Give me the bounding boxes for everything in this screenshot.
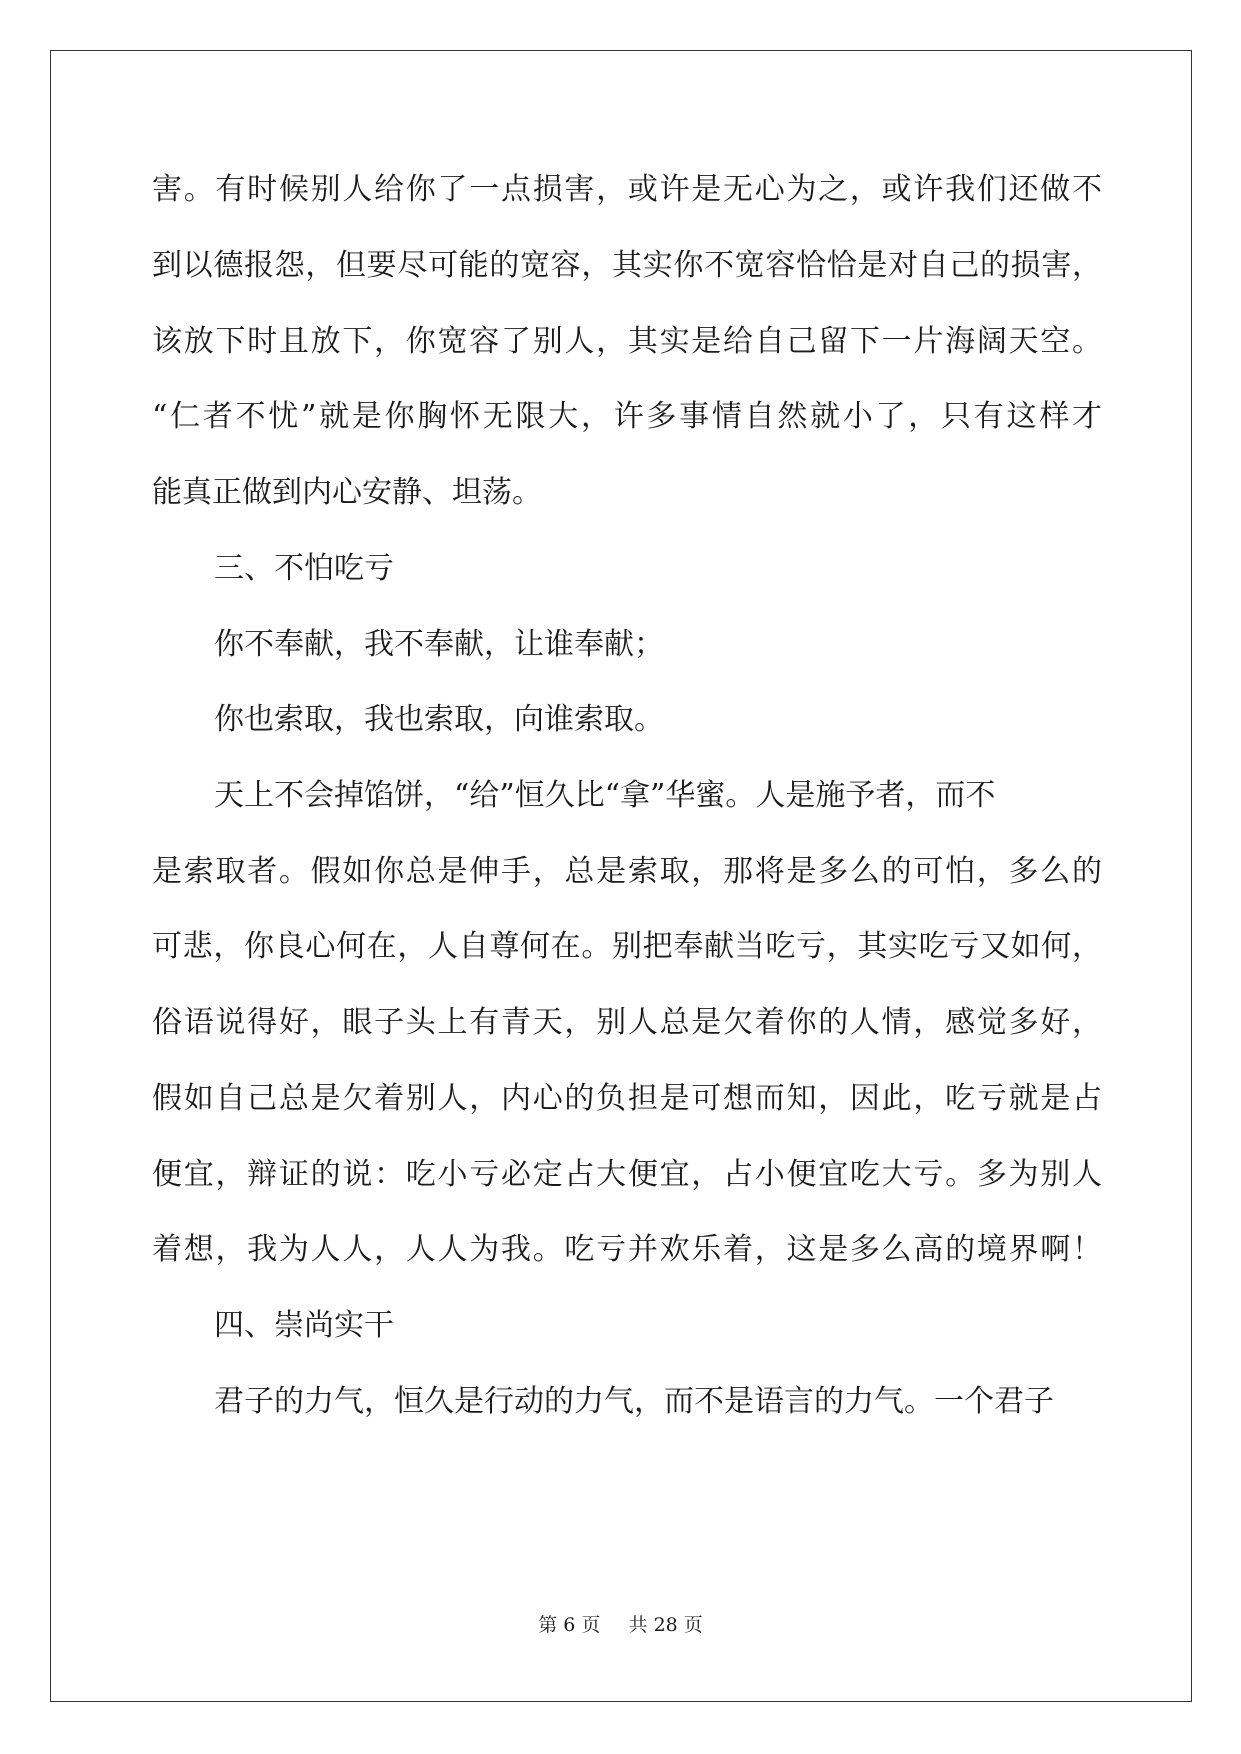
body-line-4: “仁者不忧”就是你胸怀无限大，许多事情自然就小了，只有这样才 (152, 399, 1102, 434)
body-line-3: 该放下时且放下，你宽容了别人，其实是给自己留下一片海阔天空。 (152, 324, 1102, 359)
body-line-11: 可悲，你良心何在，人自尊何在。别把奉献当吃亏，其实吃亏又如何， (152, 929, 1102, 964)
page-total: 共 28 页 (628, 1614, 703, 1636)
page-number: 第 6 页 (538, 1614, 601, 1636)
body-line-14: 便宜，辩证的说：吃小亏必定占大便宜，占小便宜吃大亏。多为别人 (152, 1157, 1102, 1192)
body-line-15: 着想，我为人人，人人为我。吃亏并欢乐着，这是多么高的境界啊！ (152, 1232, 1102, 1267)
body-line-13: 假如自己总是欠着别人，内心的负担是可想而知，因此，吃亏就是占 (152, 1081, 1102, 1116)
body-line-12: 俗语说得好，眼子头上有青天，别人总是欠着你的人情，感觉多好， (152, 1005, 1102, 1040)
body-line-7: 你不奉献，我不奉献，让谁奉献； (214, 627, 664, 662)
body-line-1: 害。有时候别人给你了一点损害，或许是无心为之，或许我们还做不 (152, 172, 1102, 207)
body-line-9: 天上不会掉馅饼，“给”恒久比“拿”华蜜。人是施予者，而不 (214, 778, 996, 813)
body-line-2: 到以德报怨，但要尽可能的宽容，其实你不宽容恰恰是对自己的损害， (152, 248, 1102, 283)
body-line-17: 君子的力气，恒久是行动的力气，而不是语言的力气。一个君子 (214, 1384, 1054, 1419)
section-heading-3: 三、不怕吃亏 (214, 551, 394, 586)
body-line-8: 你也索取，我也索取，向谁索取。 (214, 702, 664, 737)
body-line-5: 能真正做到内心安静、坦荡。 (152, 475, 542, 510)
section-heading-4: 四、崇尚实干 (214, 1308, 394, 1343)
body-line-10: 是索取者。假如你总是伸手，总是索取，那将是多么的可怕，多么的 (152, 854, 1102, 889)
page-footer (0, 1613, 1241, 1637)
